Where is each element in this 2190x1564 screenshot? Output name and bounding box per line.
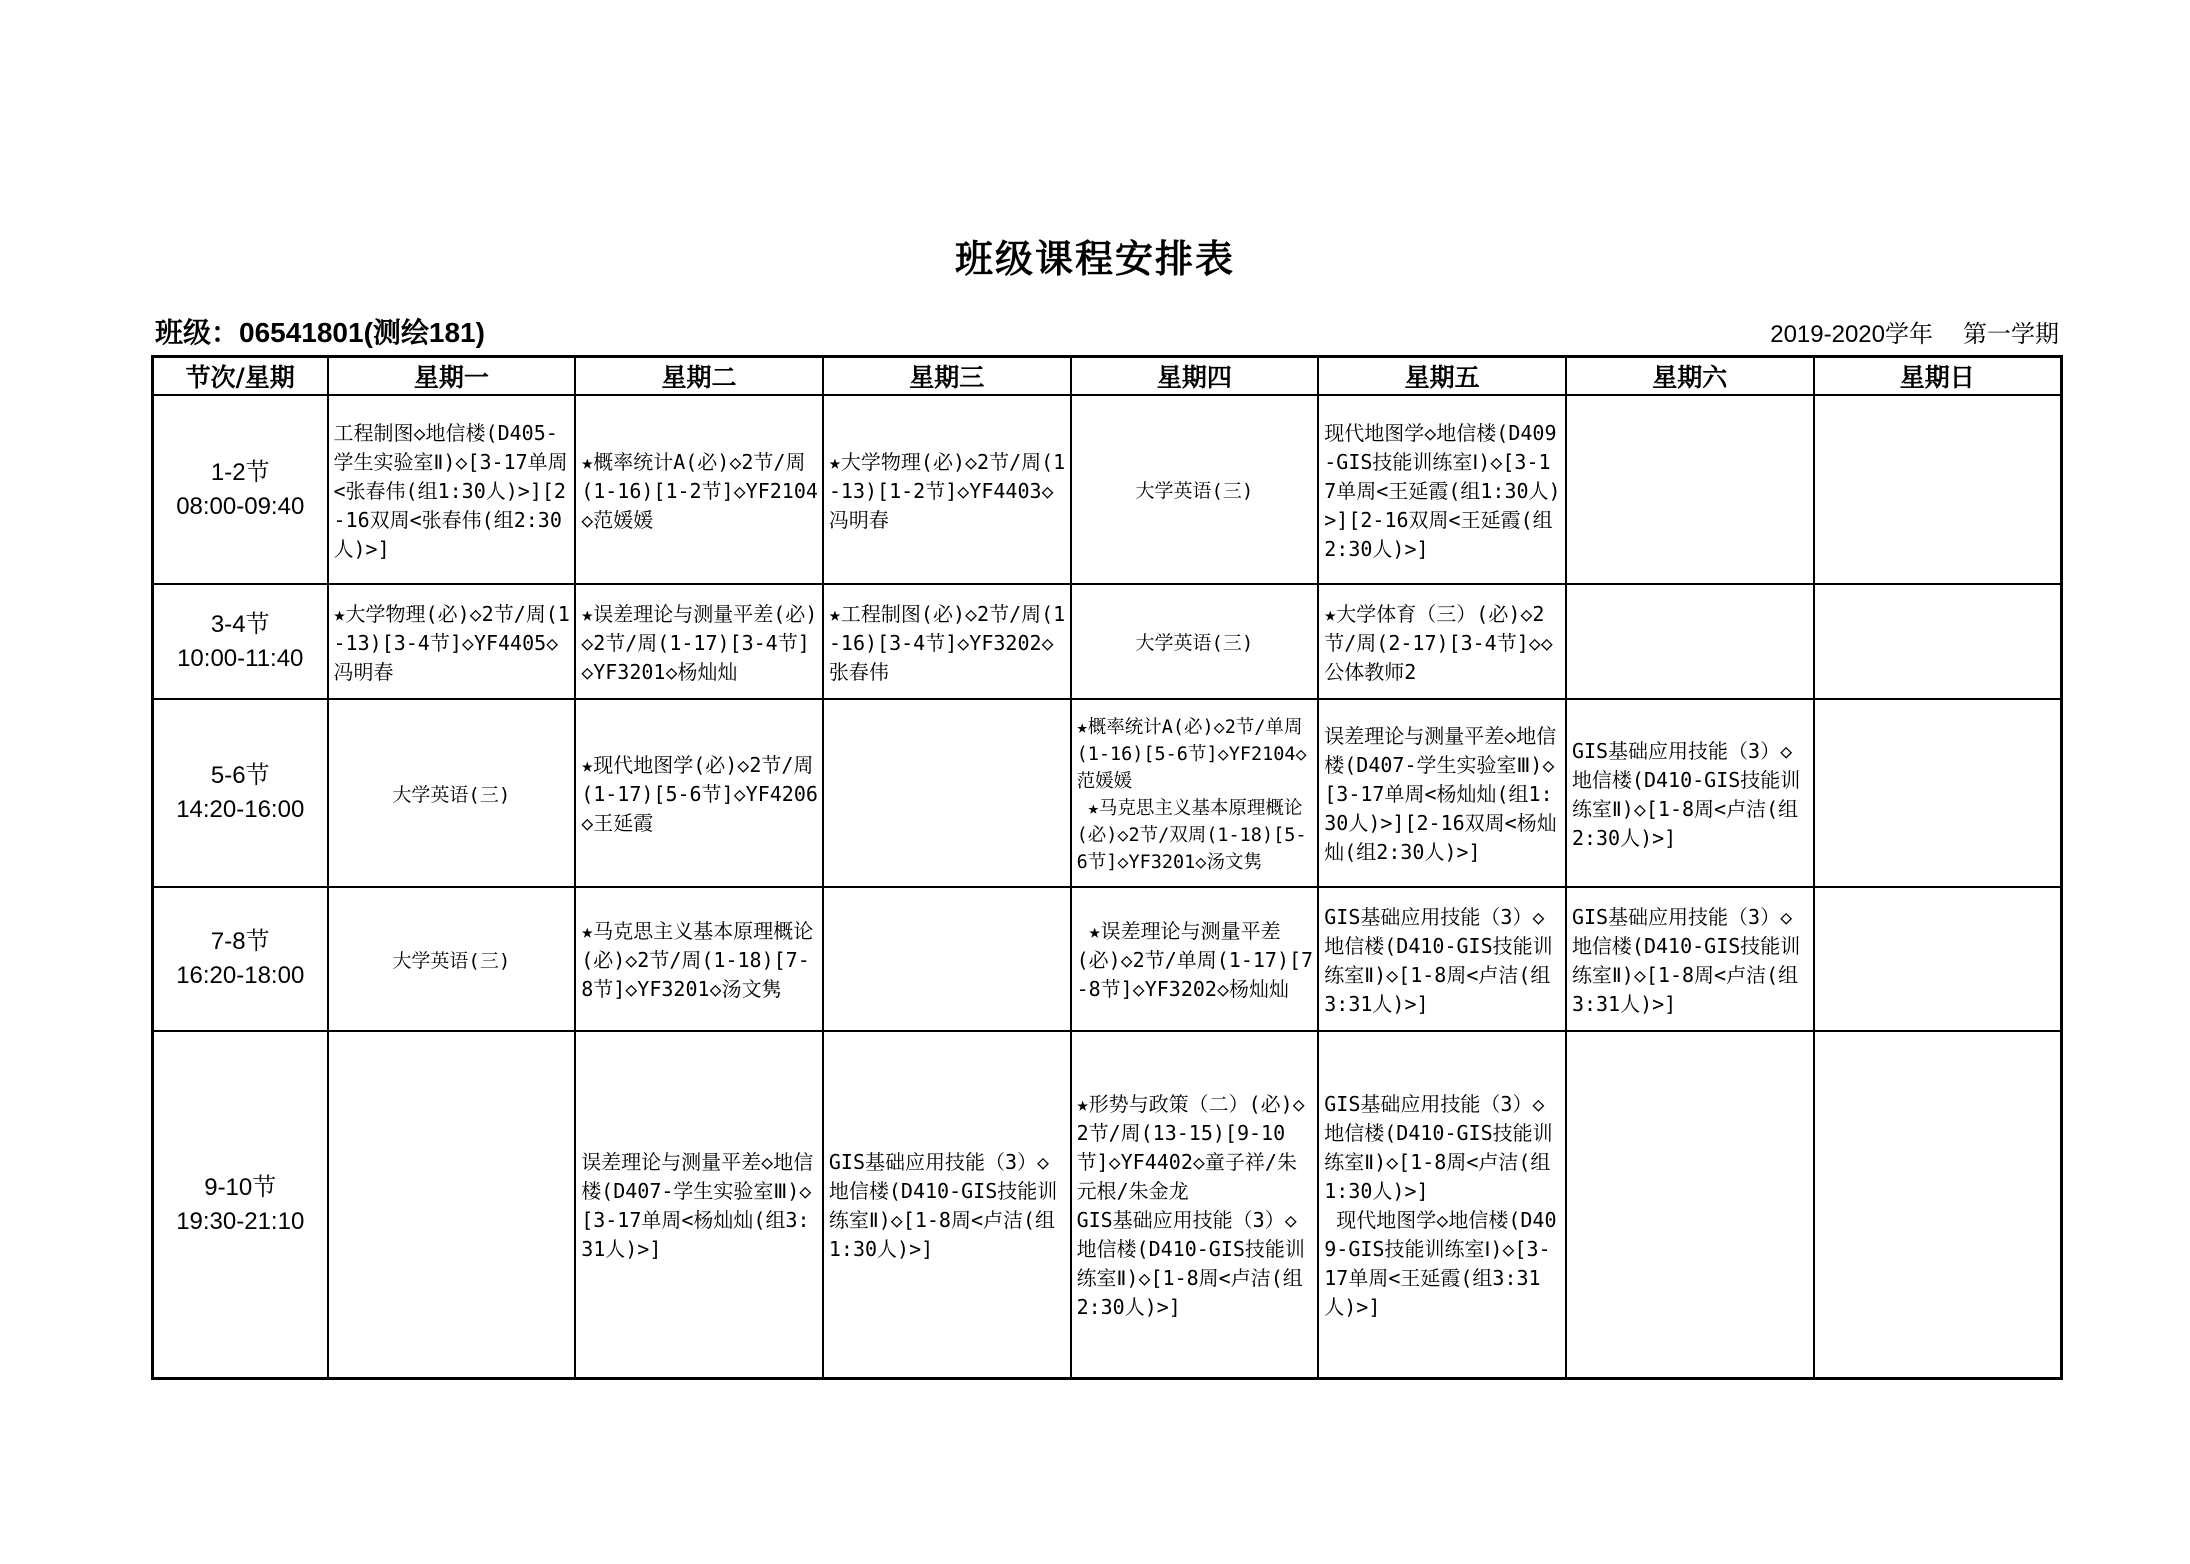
course-cell-tuesday <box>575 395 823 584</box>
period-cell <box>153 395 328 584</box>
course-cell-tuesday <box>575 699 823 887</box>
header-monday: 星期一 <box>328 357 576 396</box>
course-cell-sunday <box>1814 395 2062 584</box>
course-cell-tuesday <box>575 887 823 1031</box>
course-cell-sunday <box>1814 887 2062 1031</box>
course-cell-monday <box>328 1031 576 1379</box>
course-text <box>1567 488 1813 491</box>
period-time: 16:20-18:00 <box>176 962 305 989</box>
period-cell <box>153 699 328 887</box>
course-text: 现代地图学◇地信楼(D409-GIS技能训练室Ⅰ)◇[3-17单周<王延霞(组1:30人)>][2-16双周<王延霞(组2:30人)>] <box>1324 420 1561 561</box>
course-text <box>824 958 1070 961</box>
course-text: ★概率统计A(必)◇2节/周(1-16)[1-2节]◇YF2104◇范媛媛 <box>581 449 818 532</box>
course-cell-thursday <box>1071 1031 1319 1379</box>
course-text: ★大学体育（三）(必)◇2节/周(2-17)[3-4节]◇◇公体教师2 <box>1324 601 1553 684</box>
course-cell-saturday <box>1566 887 1814 1031</box>
course-cell-friday <box>1318 1031 1566 1379</box>
header-wednesday: 星期三 <box>823 357 1071 396</box>
course-cell-sunday <box>1814 1031 2062 1379</box>
course-text <box>1815 792 2060 795</box>
header-friday: 星期五 <box>1318 357 1566 396</box>
course-text: ★误差理论与测量平差(必)◇2节/单周(1-17)[7-8节]◇YF3202◇杨灿灿 <box>1076 919 1314 1001</box>
course-cell-sunday <box>1814 699 2062 887</box>
course-text: ★误差理论与测量平差(必)◇2节/周(1-17)[3-4节]◇YF3201◇杨灿灿 <box>581 601 818 684</box>
course-text: ★工程制图(必)◇2节/周(1-16)[3-4节]◇YF3202◇张春伟 <box>828 601 1066 684</box>
course-cell-tuesday <box>575 584 823 699</box>
course-text: 误差理论与测量平差◇地信楼(D407-学生实验室Ⅲ)◇[3-17单周<杨灿灿(组3:31人)>] <box>581 1150 814 1261</box>
course-cell-friday <box>1318 584 1566 699</box>
course-text: ★概率统计A(必)◇2节/单周(1-16)[5-6节]◇YF2104◇范媛媛 ★马克思主义基本原理概论(必)◇2节/双周(1-18)[5-6节]◇YF3201◇汤文隽 <box>1076 716 1307 873</box>
course-text: ★大学物理(必)◇2节/周(1-13)[3-4节]◇YF4405◇冯明春 <box>333 601 570 684</box>
class-label: 班级：06541801(测绘181) <box>155 317 485 348</box>
course-cell-thursday: 大学英语(三) <box>1071 584 1319 699</box>
course-cell-wednesday <box>823 1031 1071 1379</box>
course-text <box>1567 640 1813 643</box>
course-text: 误差理论与测量平差◇地信楼(D407-学生实验室Ⅲ)◇[3-17单周<杨灿灿(组1:30人)>][2-16双周<杨灿灿(组2:30人)>] <box>1324 724 1557 864</box>
course-cell-saturday <box>1566 699 1814 887</box>
course-text <box>824 792 1070 795</box>
course-cell-friday <box>1318 699 1566 887</box>
period-label: 3-4节 <box>210 610 270 638</box>
header-row <box>153 357 2062 396</box>
period-label: 9-10节 <box>204 1173 277 1201</box>
header-tuesday: 星期二 <box>575 357 823 396</box>
table-row <box>153 699 2062 887</box>
period-label: 1-2节 <box>210 458 270 486</box>
academic-year: 2019-2020学年 <box>1770 321 1933 348</box>
course-text: ★马克思主义基本原理概论(必)◇2节/周(1-18)[7-8节]◇YF3201◇汤文隽 <box>581 919 814 1001</box>
header-saturday: 星期六 <box>1566 357 1814 396</box>
course-cell-wednesday <box>823 395 1071 584</box>
period-time: 10:00-11:40 <box>177 644 304 672</box>
period-cell <box>153 584 328 699</box>
course-text: 工程制图◇地信楼(D405-学生实验室Ⅱ)◇[3-17单周<张春伟(组1:30人)>][2-16双周<张春伟(组2:30人)>] <box>333 420 568 561</box>
semester: 第一学期 <box>1963 321 2059 348</box>
course-cell-monday: 大学英语(三) <box>328 699 576 887</box>
term-label <box>1770 314 2059 349</box>
course-cell-wednesday <box>823 584 1071 699</box>
course-cell-monday <box>328 395 576 584</box>
period-cell <box>153 1031 328 1379</box>
period-cell <box>153 887 328 1031</box>
table-row <box>153 584 2062 699</box>
course-cell-saturday <box>1566 395 1814 584</box>
course-text: ★大学物理(必)◇2节/周(1-13)[1-2节]◇YF4403◇冯明春 <box>828 449 1066 532</box>
course-cell-thursday <box>1071 699 1319 887</box>
course-cell-wednesday <box>823 699 1071 887</box>
course-text: GIS基础应用技能（3）◇地信楼(D410-GIS技能训练室Ⅱ)◇[1-8周<卢洁(组3:31人)>] <box>1571 904 1801 1016</box>
course-cell-monday <box>328 584 576 699</box>
course-cell-thursday: 大学英语(三) <box>1071 395 1319 584</box>
course-text <box>1815 640 2060 643</box>
course-cell-wednesday <box>823 887 1071 1031</box>
period-time: 19:30-21:10 <box>176 1207 305 1235</box>
course-cell-tuesday <box>575 1031 823 1379</box>
course-text: GIS基础应用技能（3）◇地信楼(D410-GIS技能训练室Ⅱ)◇[1-8周<卢洁(组1:30人)>] <box>828 1150 1058 1261</box>
course-cell-thursday <box>1071 887 1319 1031</box>
table-row <box>153 1031 2062 1379</box>
page-title: 班级课程安排表 <box>954 237 1235 281</box>
table-row <box>153 887 2062 1031</box>
period-time: 08:00-09:40 <box>176 492 305 520</box>
period-label: 5-6节 <box>210 762 270 789</box>
course-cell-saturday <box>1566 584 1814 699</box>
period-time: 14:20-16:00 <box>176 796 305 823</box>
period-label: 7-8节 <box>210 928 270 955</box>
header-period: 节次/星期 <box>153 357 328 396</box>
course-text: ★形势与政策（二）(必)◇2节/周(13-15)[9-10节]◇YF4402◇童子祥/朱元根/朱金龙 GIS基础应用技能（3）◇地信楼(D410-GIS技能训练室Ⅱ)◇[1-8周<卢洁(组2:30人)>] <box>1076 1092 1305 1319</box>
course-text: GIS基础应用技能（3）◇地信楼(D410-GIS技能训练室Ⅱ)◇[1-8周<卢洁(组1:30人)>] 现代地图学◇地信楼(D409-GIS技能训练室Ⅰ)◇[3-17单周<王延霞(组3:31人)>] <box>1324 1092 1557 1319</box>
course-text <box>1815 958 2060 961</box>
table-row <box>153 395 2062 584</box>
course-cell-monday: 大学英语(三) <box>328 887 576 1031</box>
course-text <box>329 1203 575 1206</box>
course-text <box>1815 1203 2060 1206</box>
course-text: ★现代地图学(必)◇2节/周(1-17)[5-6节]◇YF4206◇王延霞 <box>581 753 818 835</box>
header-thursday: 星期四 <box>1071 357 1319 396</box>
course-cell-friday <box>1318 887 1566 1031</box>
course-text <box>1567 1203 1813 1206</box>
course-text <box>1815 488 2060 491</box>
course-text: GIS基础应用技能（3）◇地信楼(D410-GIS技能训练室Ⅱ)◇[1-8周<卢洁(组2:30人)>] <box>1571 738 1801 850</box>
course-cell-sunday <box>1814 584 2062 699</box>
course-text: GIS基础应用技能（3）◇地信楼(D410-GIS技能训练室Ⅱ)◇[1-8周<卢洁(组3:31人)>] <box>1324 904 1553 1016</box>
schedule-table <box>151 355 2063 1380</box>
course-cell-friday <box>1318 395 1566 584</box>
course-cell-saturday <box>1566 1031 1814 1379</box>
header-sunday: 星期日 <box>1814 357 2062 396</box>
